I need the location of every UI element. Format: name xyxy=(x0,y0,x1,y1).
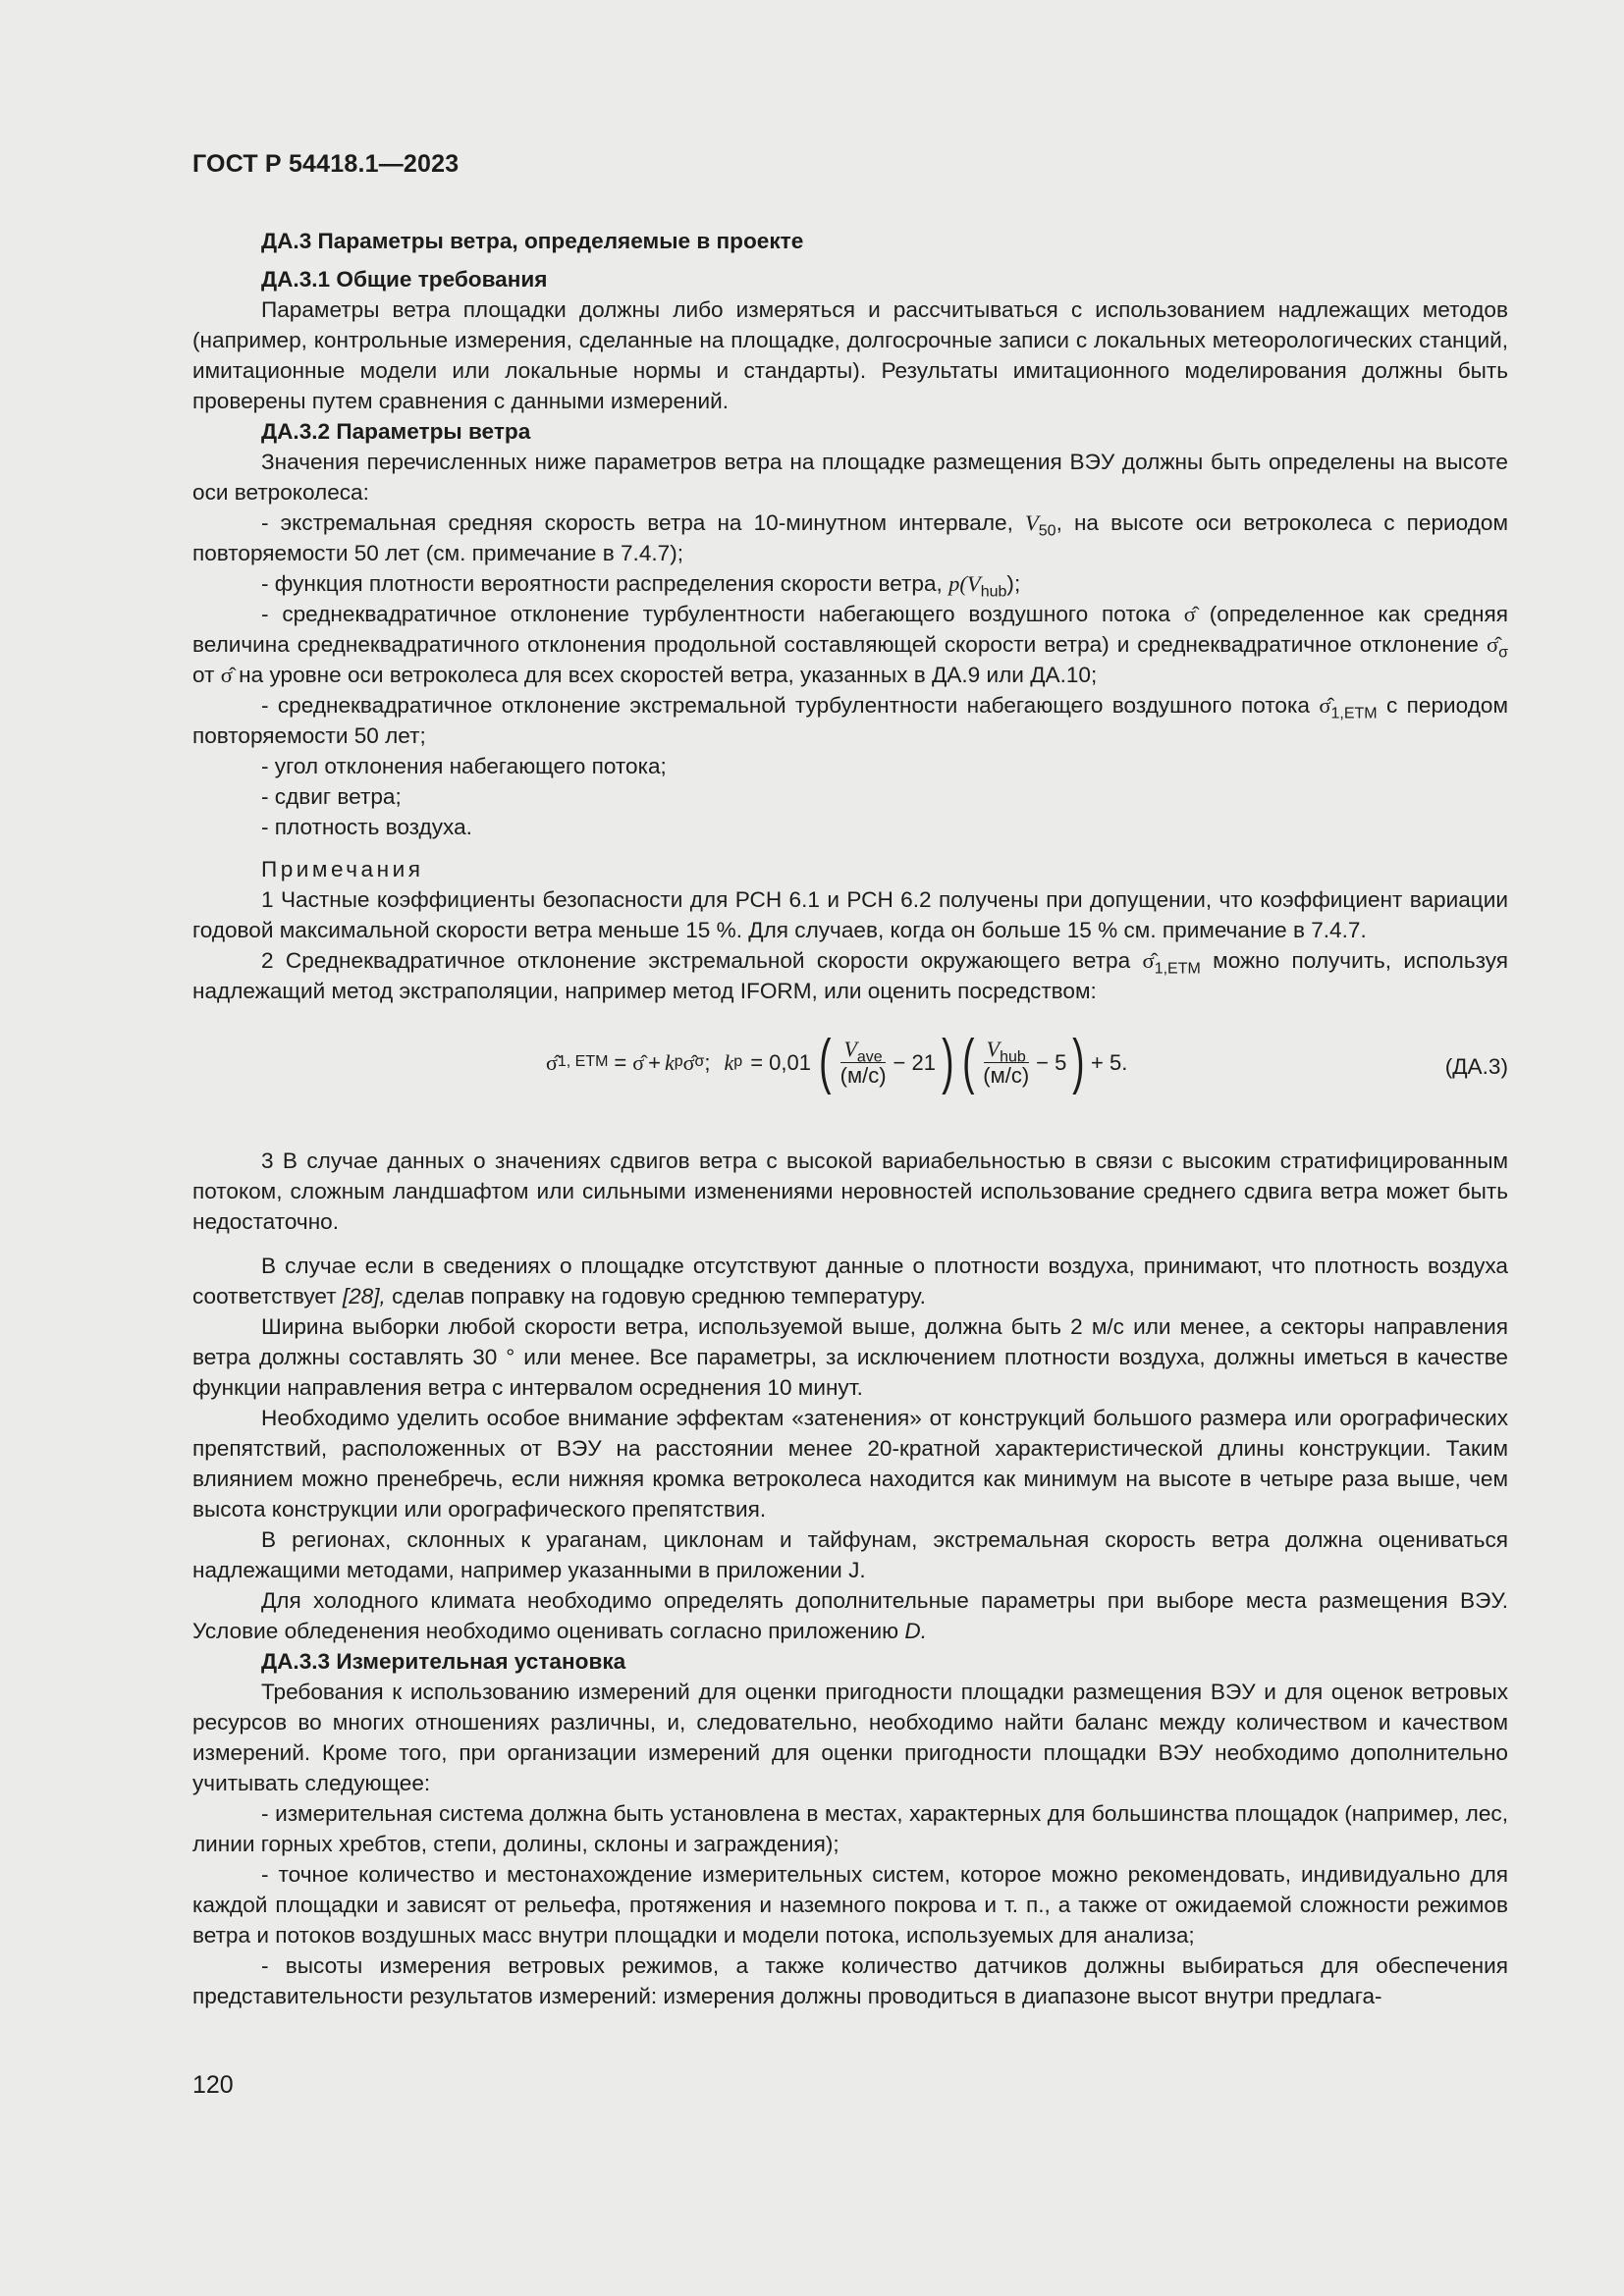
section-heading-da33: ДА.3.3 Измерительная установка xyxy=(261,1649,626,1674)
list-item: - высоты измерения ветровых режимов, а также количество датчиков должны выбираться для обеспечения представительности результатов измерений: измерения должны проводиться в диапазоне высот внутри предлага- xyxy=(192,1953,1508,2008)
paragraph: Значения перечисленных ниже параметров ветра на площадке размещения ВЭУ должны быть определены на высоте оси ветроколеса: xyxy=(192,450,1508,505)
note-3: 3 В случае данных о значениях сдвигов ветра с высокой вариабельностью в связи с высоким стратифицированным потоком, сложным ландшафтом или сильными изменениями неровностей использование среднего сдвига ветра может быть недостаточно. xyxy=(192,1148,1508,1234)
equation-number: (ДА.3) xyxy=(1444,1054,1508,1079)
fraction-vave: $\frac{V_{ave}}{(м/с)}$ xyxy=(839,1036,887,1088)
list-item: - угол отклонения набегающего потока; xyxy=(261,754,667,778)
list-item: - среднеквадратичное отклонение экстремальной турбулентности набегающего воздушного потока $\sigmâ_{1,ETM}$ с периодом повторяемости 50 лет; xyxy=(192,693,1509,748)
list-item: - среднеквадратичное отклонение турбулентности набегающего воздушного потока σ̂ (определенное как средняя величина среднеквадратичного отклонения продольной составляющей скорости ветра) и среднеквадратичное отклонение $\sigmâ_\sigma$ от σ̂ на уровне оси ветроколеса для всех скоростей ветра, указанных в ДА.9 или ДА.10; xyxy=(192,602,1508,687)
notes-title: Примечания xyxy=(261,857,424,881)
list-item: - сдвиг ветра; xyxy=(261,784,402,809)
paragraph: Необходимо уделить особое внимание эффектам «затенения» от конструкций большого размера или орографических препятствий, расположенных от ВЭУ на расстоянии менее 20-кратной характеристической длины конструкции. Таким влиянием можно пренебречь, если нижняя кромка ветроколеса находится как минимум на высоте в четыре раза выше, чем высота конструкции или орографического препятствия. xyxy=(192,1406,1508,1522)
fraction-vhub: $\frac{V_{hub}}{(м/с)}$ xyxy=(983,1036,1030,1088)
paragraph: В регионах, склонных к ураганам, циклонам и тайфунам, экстремальная скорость ветра должна оцениваться надлежащими методами, например указанными в приложении J. xyxy=(192,1527,1508,1582)
paragraph: Требования к использованию измерений для оценки пригодности площадки размещения ВЭУ и для оценок ветровых ресурсов во многих отношениях различны, и, следовательно, необходимо найти баланс между количеством и качеством измерений. Кроме того, при организации измерений для оценки пригодности площадки ВЭУ необходимо дополнительно учитывать следующее: xyxy=(192,1680,1508,1795)
paragraph: Для холодного климата необходимо определять дополнительные параметры при выборе места размещения ВЭУ. Условие обледенения необходимо оценивать согласно приложению D. xyxy=(192,1588,1508,1643)
page-content xyxy=(192,226,1508,2011)
list-item: - функция плотности вероятности распределения скорости ветра, $p(V_{hub})$; xyxy=(261,571,1021,601)
formula-da3 xyxy=(192,1020,1508,1128)
section-heading-da3: ДА.3 Параметры ветра, определяемые в проекте xyxy=(261,229,804,253)
page-number: 120 xyxy=(192,2071,234,2099)
reference-link: [28], xyxy=(342,1284,386,1308)
document-header: ГОСТ Р 54418.1—2023 xyxy=(192,150,460,178)
list-item: - измерительная система должна быть установлена в местах, характерных для большинства площадок (например, лес, линии горных хребтов, степи, долины, склоны и заграждения); xyxy=(192,1801,1508,1856)
formula-body: σ̂ 1, ETM = σ̂ + k p σ̂ σ ; k p = 0,01 ( $\frac{V_{ave}}{(м/с)}$ − 21 ) ( $\frac{V_{hub}}{(м/с)}$ − 5 ) + 5. xyxy=(546,1028,1128,1095)
paragraph: Ширина выборки любой скорости ветра, используемой выше, должна быть 2 м/с или менее, а секторы направления ветра должны составлять 30 ° или менее. Все параметры, за исключением плотности воздуха, должны иметься в качестве функции направления ветра с интервалом осреднения 10 минут. xyxy=(192,1314,1508,1400)
note-1: 1 Частные коэффициенты безопасности для РСН 6.1 и РСН 6.2 получены при допущении, что коэффициент вариации годовой максимальной скорости ветра меньше 15 %. Для случаев, когда он больше 15 % см. примечание в 7.4.7. xyxy=(192,887,1508,942)
list-item: - экстремальная средняя скорость ветра на 10-минутном интервале, $V_{50}$, на высоте оси ветроколеса с периодом повторяемости 50 лет (см. примечание в 7.4.7); xyxy=(192,510,1508,565)
list-item: - точное количество и местонахождение измерительных систем, которое можно рекомендовать, индивидуально для каждой площадки и зависят от рельефа, протяжения и наземного покрова и т. п., а также от ожидаемой сложности режимов ветра и потоков воздушных масс внутри площадки и модели потока, используемых для анализа; xyxy=(192,1862,1508,1948)
list-item: - плотность воздуха. xyxy=(261,815,472,839)
paragraph: В случае если в сведениях о площадке отсутствуют данные о плотности воздуха, принимают, что плотность воздуха соответствует [28], сделав поправку на годовую среднюю температуру. xyxy=(192,1254,1508,1308)
note-2: 2 Среднеквадратичное отклонение экстремальной скорости окружающего ветра $\sigmâ_{1,ETM}$ можно получить, используя надлежащий метод экстраполяции, например метод IFORM, или оценить посредством: xyxy=(192,948,1508,1003)
paragraph: Параметры ветра площадки должны либо измеряться и рассчитываться с использованием надлежащих методов (например, контрольные измерения, сделанные на площадке, долгосрочные записи с локальных метеорологических станций, имитационные модели или локальные нормы и стандарты). Результаты имитационного моделирования должны быть проверены путем сравнения с данными измерений. xyxy=(192,297,1508,413)
section-heading-da31: ДА.3.1 Общие требования xyxy=(261,267,548,292)
section-heading-da32: ДА.3.2 Параметры ветра xyxy=(261,419,531,444)
appendix-reference: D. xyxy=(904,1619,927,1643)
